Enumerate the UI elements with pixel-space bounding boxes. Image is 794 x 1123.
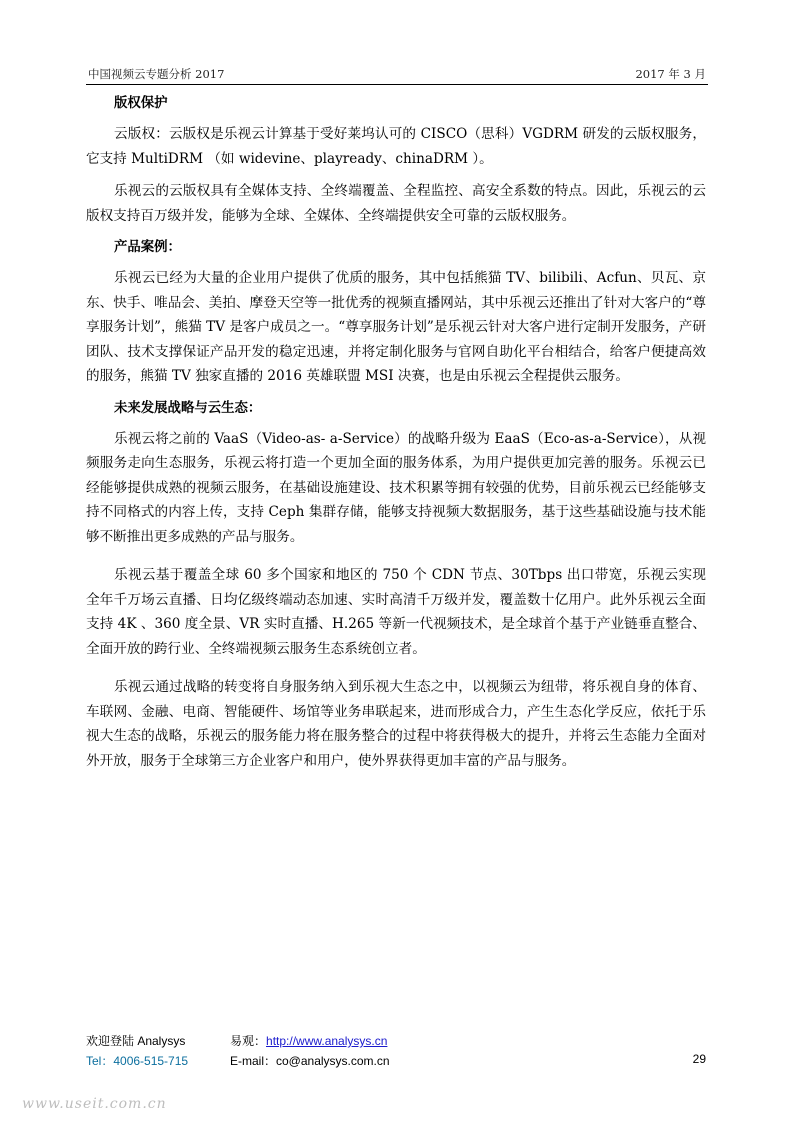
header-title: 中国视频云专题分析 2017 bbox=[88, 67, 225, 81]
footer-tel: Tel：4006-515-715 bbox=[86, 1054, 189, 1068]
footer-website-label: 易观： bbox=[230, 1034, 267, 1048]
footer-website bbox=[230, 1032, 387, 1049]
page-header bbox=[86, 64, 708, 85]
footer-email: E-mail：co@analysys.com.cn bbox=[230, 1054, 390, 1068]
footer-welcome: 欢迎登陆 Analysys bbox=[86, 1034, 186, 1048]
footer-row-1 bbox=[86, 1032, 708, 1052]
paragraph: 乐视云将之前的 VaaS（Video-as- a-Service）的战略升级为 EaaS（Eco-as-a-Service），从视频服务走向生态服务，乐视云将打造一个更加全面的服务体系，为用户提供更加完善的服务。乐视云已经能够提供成熟的视频云服务，在基础设施建设、技术积累等拥有较强的优势，目前乐视云已经能够支持不同格式的内容上传，支持 Ceph 集群存储，能够支持视频大数据服务，基于这些基础设施与技术能够不断推出更多成熟的产品与服务。 bbox=[86, 430, 706, 545]
footer-row-2 bbox=[86, 1052, 708, 1072]
page-footer bbox=[86, 1032, 708, 1072]
section-copyright bbox=[86, 92, 706, 228]
section-heading: 未来发展战略与云生态： bbox=[114, 400, 262, 416]
section-cases bbox=[86, 236, 706, 389]
paragraph: 乐视云已经为大量的企业用户提供了优质的服务，其中包括熊猫 TV、bilibili、Acfun、贝瓦、京东、快手、唯品会、美拍、摩登天空等一批优秀的视频直播网站，其中乐视云还推出了针对大客户的“尊享服务计划”，熊猫 TV 是客户成员之一。“尊享服务计划”是乐视云针对大客户进行定制开发服务，产研团队、技术支撑保证产品开发的稳定迅速，并将定制化服务与官网自助化平台相结合，给客户便捷高效的服务，熊猫 TV 独家直播的 2016 英雄联盟 MSI 决赛，也是由乐视云全程提供云服务。 bbox=[86, 270, 706, 384]
paragraph: 乐视云通过战略的转变将自身服务纳入到乐视大生态之中，以视频云为纽带，将乐视自身的体育、车联网、金融、电商、智能硬件、场馆等业务串联起来，进而形成合力，产生生态化学反应，依托于乐视大生态的战略，乐视云的服务能力将在服务整合的过程中将获得极大的提升，并将云生态能力全面对外开放，服务于全球第三方企业客户和用户，使外界获得更加丰富的产品与服务。 bbox=[86, 679, 706, 769]
paragraph: 云版权：云版权是乐视云计算基于受好莱坞认可的 CISCO（思科）VGDRM 研发的云版权服务，它支持 MultiDRM （如 widevine、playready、chinaDRM ）。 bbox=[86, 126, 706, 167]
website-link[interactable]: http://www.analysys.cn bbox=[266, 1034, 388, 1048]
section-heading: 产品案例： bbox=[114, 240, 181, 255]
paragraph: 乐视云基于覆盖全球 60 多个国家和地区的 750 个 CDN 节点、30Tbps 出口带宽，乐视云实现全年千万场云直播、日均亿级终端动态加速、实时高清千万级并发，覆盖数十亿用户。此外乐视云全面支持 4K 、360 度全景、VR 实时直播、H.265 等新一代视频技术，是全球首个基于产业链垂直整合、全面开放的跨行业、全终端视频云服务生态系统创立者。 bbox=[86, 567, 706, 657]
watermark: www.useit.com.cn bbox=[22, 1096, 167, 1112]
section-strategy bbox=[86, 397, 706, 774]
header-date: 2017 年 3 月 bbox=[635, 67, 706, 81]
paragraph: 乐视云的云版权具有全媒体支持、全终端覆盖、全程监控、高安全系数的特点。因此，乐视云的云版权支持百万级并发，能够为全球、全媒体、全终端提供安全可靠的云版权服务。 bbox=[86, 183, 706, 224]
section-heading: 版权保护 bbox=[114, 96, 168, 111]
page-number: 29 bbox=[692, 1052, 706, 1066]
document-body bbox=[86, 92, 706, 781]
